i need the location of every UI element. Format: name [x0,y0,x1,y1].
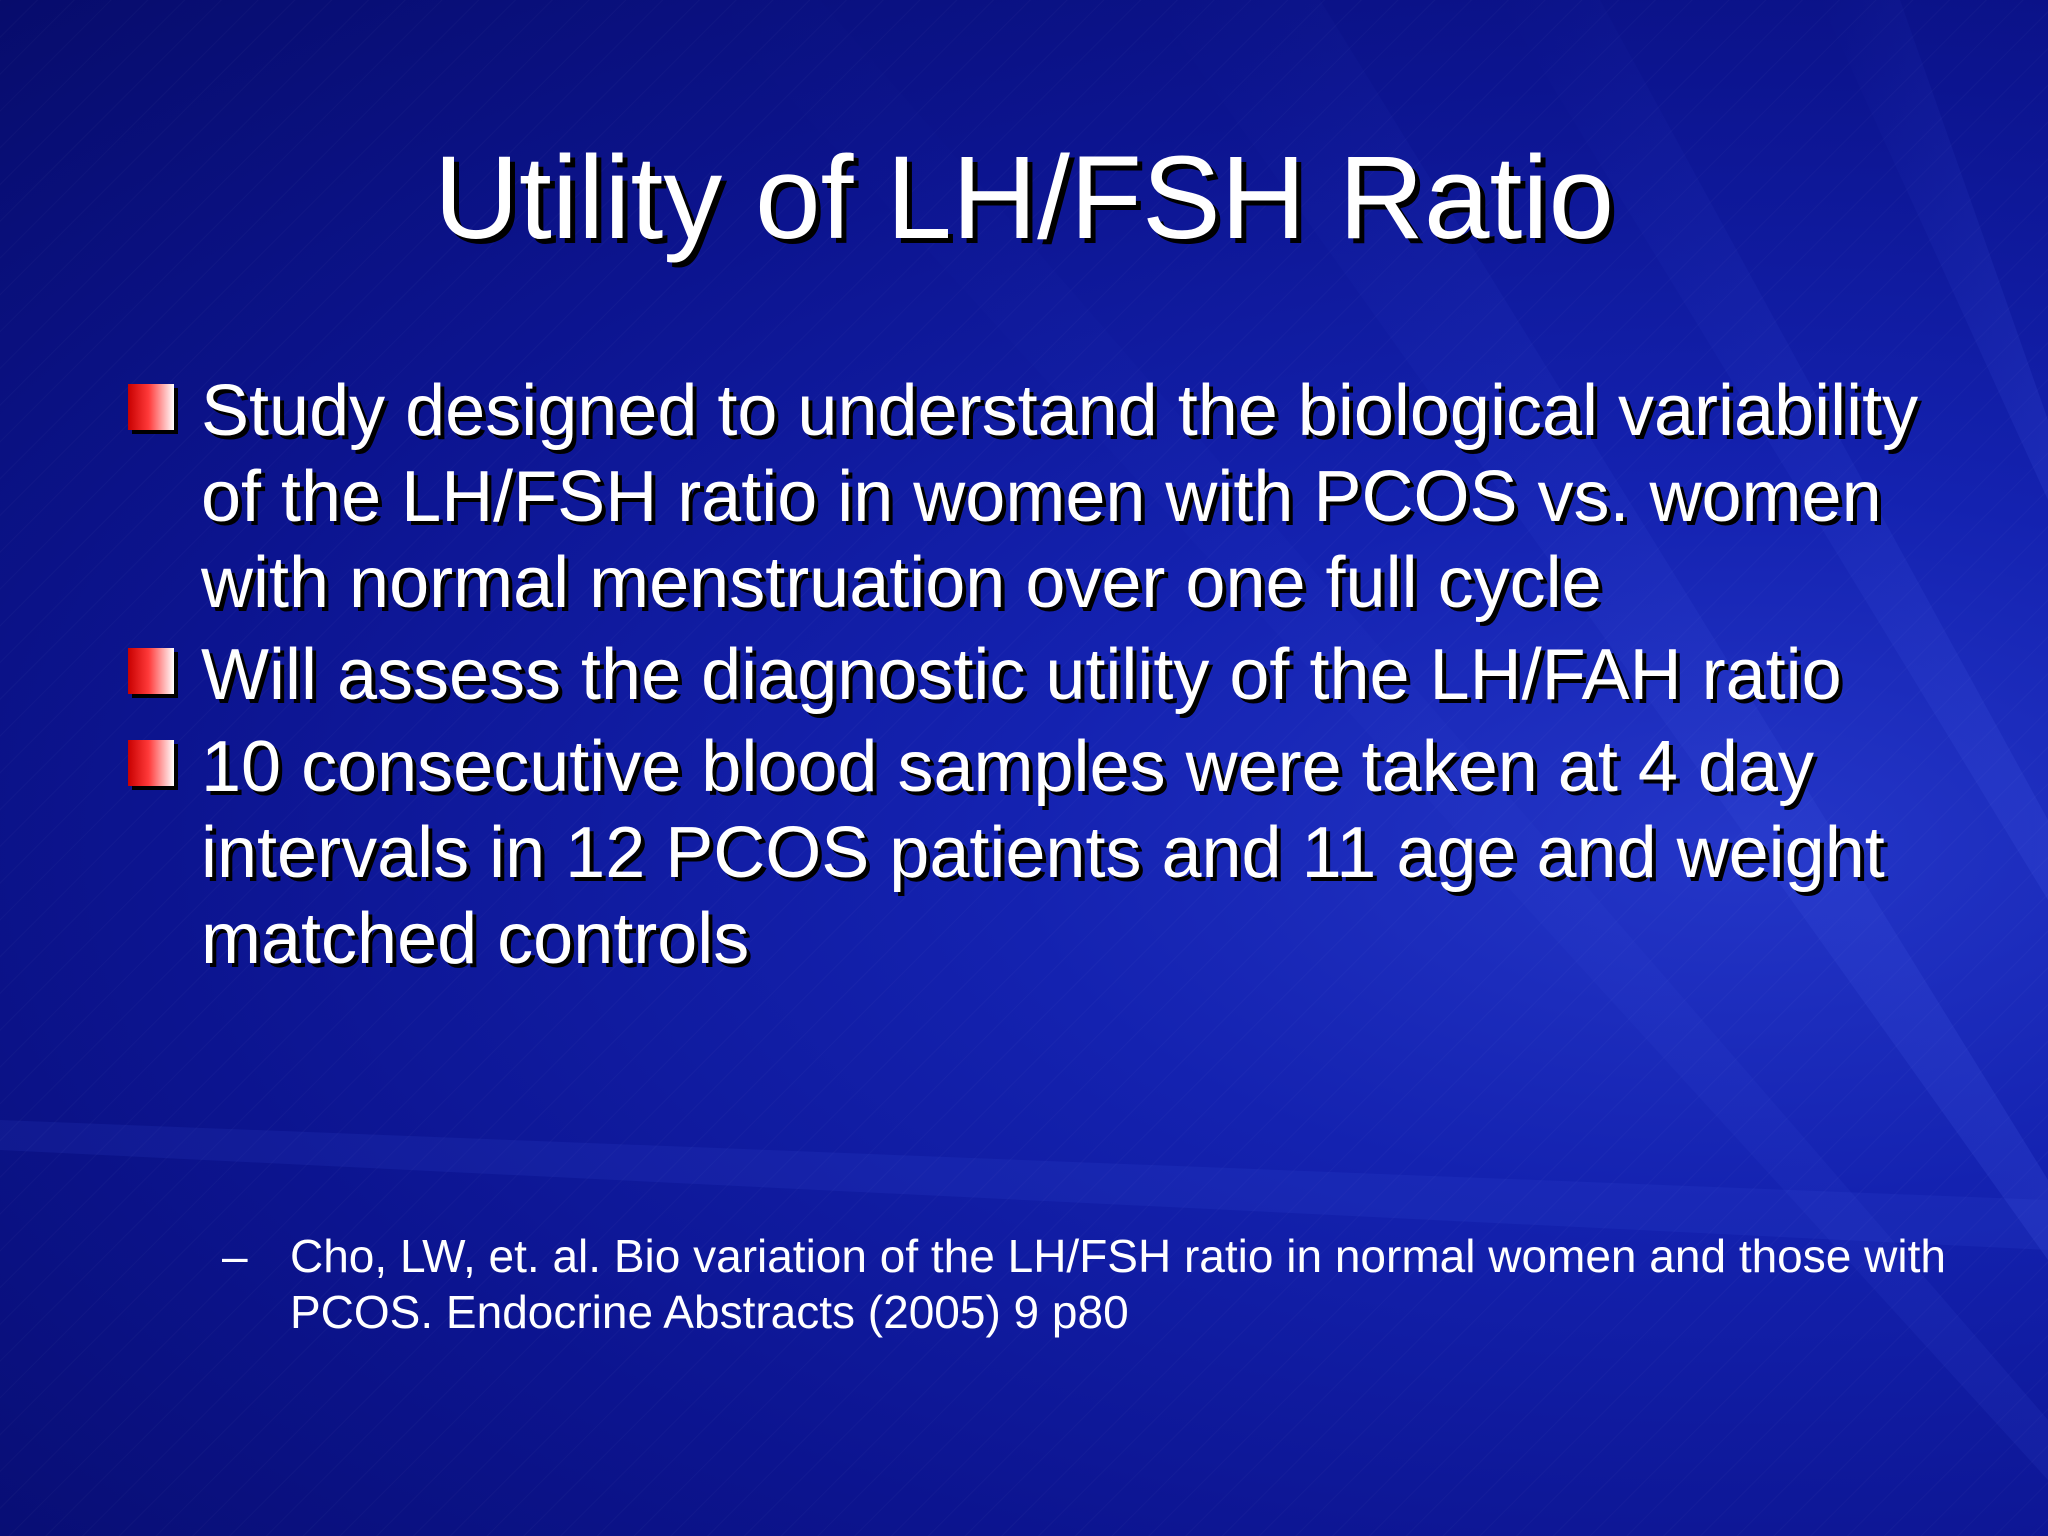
red-square-bullet-icon [128,648,174,694]
bullet-item [128,632,1928,718]
citation-subbullet [222,1228,1990,1340]
red-square-bullet-icon [128,384,174,430]
bullet-text: 10 consecutive blood samples were taken at 4 day intervals in 12 PCOS patients and 11 age and weight matched controls [201,727,1885,979]
bullet-text: Will assess the diagnostic utility of the LH/FAH ratio [201,635,1842,715]
red-square-bullet-icon [128,740,174,786]
slide-title: Utility of LH/FSH Ratio [433,132,1615,264]
dash-bullet: – [222,1230,248,1282]
bullet-list [128,368,1928,988]
bullet-item [128,724,1928,982]
bullet-item [128,368,1928,626]
citation-text: Cho, LW, et. al. Bio variation of the LH/FSH ratio in normal women and those with PCOS. Endocrine Abstracts (2005) 9 p80 [290,1230,1946,1338]
bullet-text: Study designed to understand the biological variability of the LH/FSH ratio in women with PCOS vs. women with normal menstruation over one full cycle [201,371,1919,623]
